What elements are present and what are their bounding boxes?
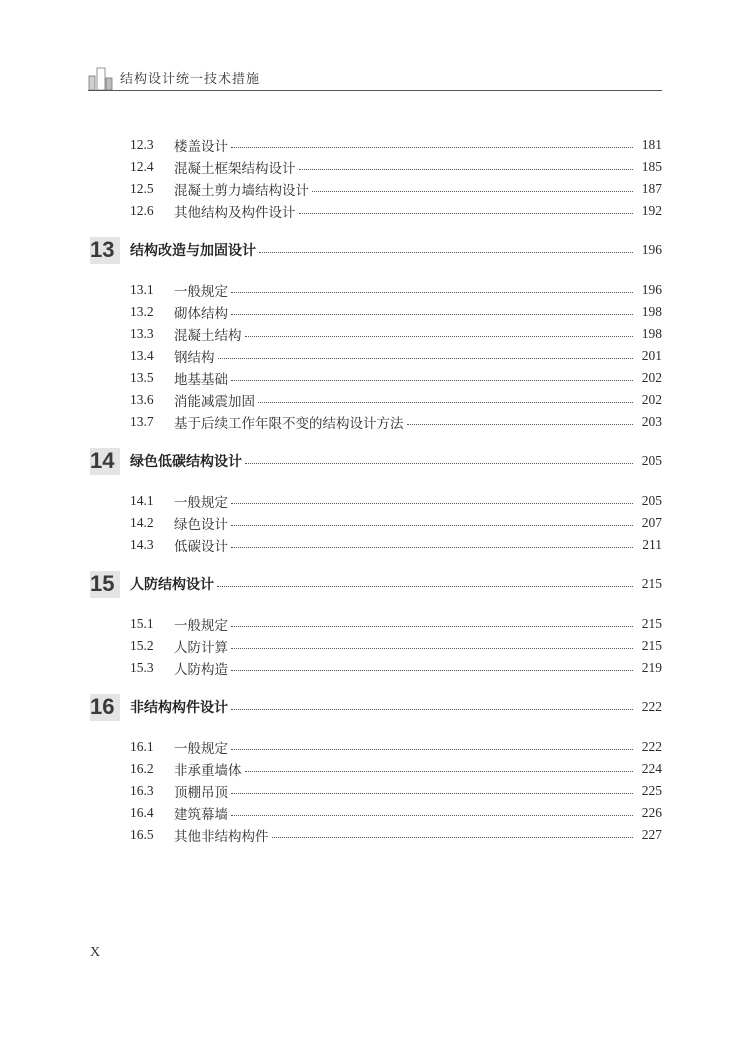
section-page: 224 bbox=[641, 761, 662, 776]
section-page: 202 bbox=[641, 392, 662, 407]
toc-entry[interactable] bbox=[88, 156, 662, 178]
section-page: 185 bbox=[641, 159, 662, 174]
toc-entry[interactable] bbox=[88, 512, 662, 534]
dot-leader bbox=[299, 212, 634, 214]
toc-entry[interactable] bbox=[88, 613, 662, 635]
chapter-page: 222 bbox=[641, 699, 662, 714]
dot-leader bbox=[245, 335, 634, 337]
dot-leader bbox=[231, 625, 633, 627]
toc-entry[interactable] bbox=[88, 367, 662, 389]
section-title: 其他结构及构件设计 bbox=[174, 205, 296, 221]
section-number: 13.1 bbox=[130, 282, 154, 297]
running-header bbox=[88, 62, 662, 91]
chapter-number bbox=[88, 235, 126, 265]
section-title: 绿色设计 bbox=[174, 517, 228, 533]
chapter-page: 205 bbox=[641, 453, 662, 468]
toc-entry[interactable] bbox=[88, 758, 662, 780]
section-number: 15.2 bbox=[130, 638, 154, 653]
toc-entry[interactable] bbox=[88, 657, 662, 679]
section-number: 12.5 bbox=[130, 181, 154, 196]
section-title: 消能减震加固 bbox=[174, 394, 255, 410]
chapter-number bbox=[88, 446, 126, 476]
dot-leader bbox=[218, 357, 634, 359]
dot-leader bbox=[231, 669, 633, 671]
section-page: 198 bbox=[641, 304, 662, 319]
section-number: 13.3 bbox=[130, 326, 154, 341]
chapter-entry[interactable] bbox=[88, 569, 662, 599]
section-number: 16.1 bbox=[130, 739, 154, 754]
dot-leader bbox=[231, 814, 633, 816]
toc-entry[interactable] bbox=[88, 802, 662, 824]
chapter-number-text: 15 bbox=[90, 571, 115, 596]
dot-leader bbox=[299, 168, 634, 170]
table-of-contents bbox=[88, 134, 662, 846]
page-number: X bbox=[90, 945, 101, 960]
section-title: 非承重墙体 bbox=[174, 763, 242, 779]
section-number: 16.5 bbox=[130, 827, 154, 842]
section-page: 219 bbox=[641, 660, 662, 675]
section-title: 一般规定 bbox=[174, 741, 228, 757]
section-number: 13.4 bbox=[130, 348, 154, 363]
section-page: 226 bbox=[641, 805, 662, 820]
section-title: 砌体结构 bbox=[174, 306, 228, 322]
section-page: 181 bbox=[641, 137, 662, 152]
dot-leader bbox=[231, 502, 633, 504]
chapter-title: 绿色低碳结构设计 bbox=[130, 454, 242, 470]
dot-leader bbox=[231, 146, 633, 148]
section-page: 225 bbox=[641, 783, 662, 798]
chapter-entry[interactable] bbox=[88, 235, 662, 265]
toc-entry[interactable] bbox=[88, 490, 662, 512]
dot-leader bbox=[231, 524, 633, 526]
dot-leader bbox=[231, 291, 633, 293]
chapter-entry[interactable] bbox=[88, 692, 662, 722]
toc-entry[interactable] bbox=[88, 411, 662, 433]
dot-leader bbox=[231, 708, 633, 710]
dot-leader bbox=[231, 748, 633, 750]
toc-entry[interactable] bbox=[88, 345, 662, 367]
section-number: 14.3 bbox=[130, 537, 154, 552]
toc-entry[interactable] bbox=[88, 279, 662, 301]
chapter-title: 人防结构设计 bbox=[130, 577, 214, 593]
dot-leader bbox=[231, 647, 633, 649]
section-page: 205 bbox=[641, 493, 662, 508]
dot-leader bbox=[231, 379, 633, 381]
chapter-title: 非结构构件设计 bbox=[130, 700, 228, 716]
section-number: 13.2 bbox=[130, 304, 154, 319]
section-number: 14.2 bbox=[130, 515, 154, 530]
dot-leader bbox=[217, 585, 633, 587]
toc-entry[interactable] bbox=[88, 323, 662, 345]
chapter-entry[interactable] bbox=[88, 446, 662, 476]
toc-entry[interactable] bbox=[88, 134, 662, 156]
chapter-number-text: 13 bbox=[90, 237, 115, 262]
toc-entry[interactable] bbox=[88, 200, 662, 222]
section-title: 楼盖设计 bbox=[174, 139, 228, 155]
section-title: 一般规定 bbox=[174, 618, 228, 634]
section-number: 15.3 bbox=[130, 660, 154, 675]
section-title: 其他非结构构件 bbox=[174, 829, 269, 845]
section-number: 13.5 bbox=[130, 370, 154, 385]
section-number: 15.1 bbox=[130, 616, 154, 631]
section-page: 198 bbox=[641, 326, 662, 341]
section-page: 207 bbox=[641, 515, 662, 530]
chapter-number bbox=[88, 692, 126, 722]
section-title: 人防计算 bbox=[174, 640, 228, 656]
section-number: 13.7 bbox=[130, 414, 154, 429]
dot-leader bbox=[231, 792, 633, 794]
section-page: 203 bbox=[641, 414, 662, 429]
section-title: 混凝土框架结构设计 bbox=[174, 161, 296, 177]
section-title: 钢结构 bbox=[174, 350, 215, 366]
section-title: 一般规定 bbox=[174, 284, 228, 300]
section-page: 222 bbox=[641, 739, 662, 754]
section-title: 人防构造 bbox=[174, 662, 228, 678]
section-number: 12.3 bbox=[130, 137, 154, 152]
section-number: 12.4 bbox=[130, 159, 154, 174]
section-number: 12.6 bbox=[130, 203, 154, 218]
chapter-number-text: 14 bbox=[90, 448, 115, 473]
section-page: 202 bbox=[641, 370, 662, 385]
section-title: 一般规定 bbox=[174, 495, 228, 511]
dot-leader bbox=[272, 836, 634, 838]
section-number: 16.4 bbox=[130, 805, 154, 820]
building-icon bbox=[88, 66, 114, 90]
toc-entry[interactable] bbox=[88, 780, 662, 802]
section-title: 基于后续工作年限不变的结构设计方法 bbox=[174, 416, 404, 432]
section-title: 低碳设计 bbox=[174, 539, 228, 555]
section-page: 211 bbox=[642, 537, 662, 552]
dot-leader bbox=[258, 401, 633, 403]
toc-entry[interactable] bbox=[88, 389, 662, 411]
section-title: 混凝土结构 bbox=[174, 328, 242, 344]
chapter-title: 结构改造与加固设计 bbox=[130, 243, 256, 259]
section-number: 14.1 bbox=[130, 493, 154, 508]
section-page: 227 bbox=[641, 827, 662, 842]
section-page: 201 bbox=[641, 348, 662, 363]
dot-leader bbox=[231, 313, 633, 315]
section-page: 187 bbox=[641, 181, 662, 196]
section-title: 建筑幕墙 bbox=[174, 807, 228, 823]
section-page: 215 bbox=[641, 638, 662, 653]
section-number: 16.3 bbox=[130, 783, 154, 798]
section-title: 混凝土剪力墙结构设计 bbox=[174, 183, 309, 199]
chapter-page: 196 bbox=[641, 242, 662, 257]
section-title: 顶棚吊顶 bbox=[174, 785, 228, 801]
dot-leader bbox=[231, 546, 633, 548]
chapter-page: 215 bbox=[641, 576, 662, 591]
chapter-number-text: 16 bbox=[90, 694, 115, 719]
toc-entry[interactable] bbox=[88, 824, 662, 846]
section-page: 196 bbox=[641, 282, 662, 297]
section-page: 215 bbox=[641, 616, 662, 631]
section-number: 13.6 bbox=[130, 392, 154, 407]
toc-entry[interactable] bbox=[88, 301, 662, 323]
dot-leader bbox=[259, 251, 633, 253]
book-title: 结构设计统一技术措施 bbox=[120, 72, 261, 87]
section-page: 192 bbox=[641, 203, 662, 218]
toc-entry[interactable] bbox=[88, 178, 662, 200]
dot-leader bbox=[407, 423, 634, 425]
dot-leader bbox=[245, 462, 633, 464]
toc-entry[interactable] bbox=[88, 736, 662, 758]
section-title: 地基基础 bbox=[174, 372, 228, 388]
dot-leader bbox=[245, 770, 634, 772]
toc-entry[interactable] bbox=[88, 534, 662, 556]
section-number: 16.2 bbox=[130, 761, 154, 776]
chapter-number bbox=[88, 569, 126, 599]
toc-entry[interactable] bbox=[88, 635, 662, 657]
dot-leader bbox=[312, 190, 633, 192]
